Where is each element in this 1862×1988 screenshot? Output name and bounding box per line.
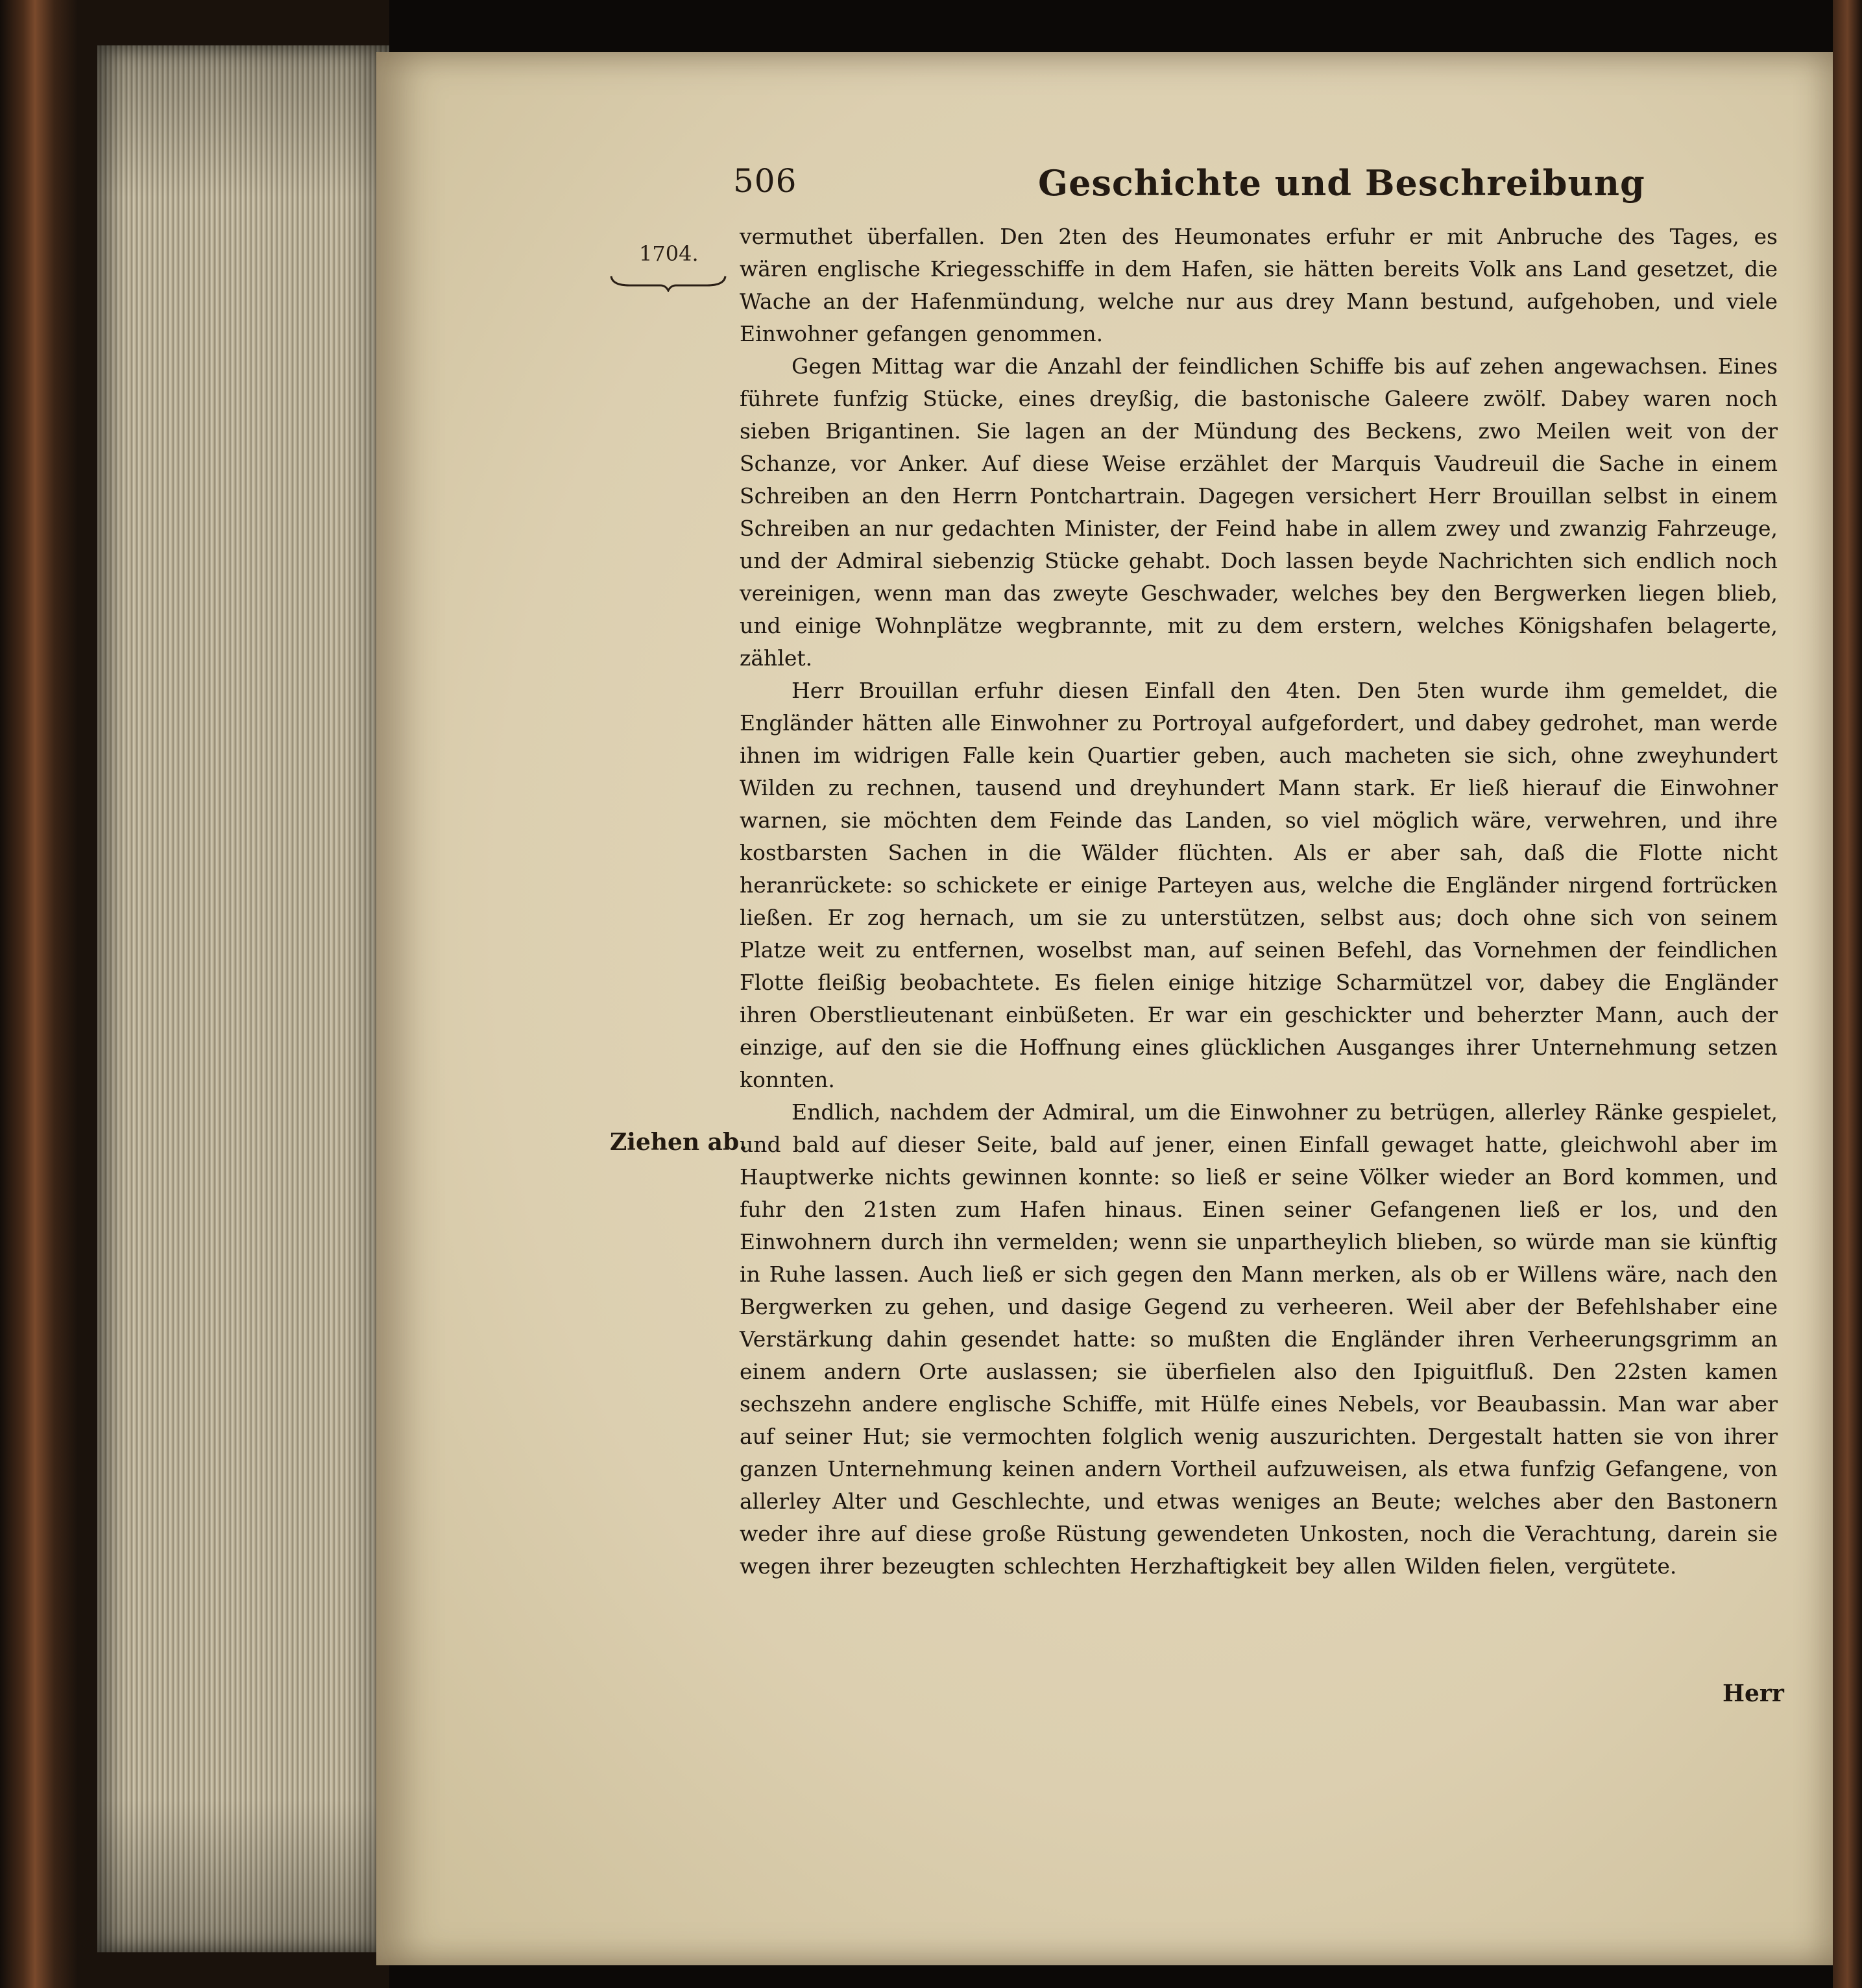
margin-year: 1704. bbox=[639, 241, 699, 266]
page-header bbox=[733, 162, 1745, 214]
body-text bbox=[740, 221, 1778, 1583]
page-edges bbox=[97, 45, 389, 1952]
running-title: Geschichte und Beschreibung bbox=[1038, 162, 1645, 204]
page-number: 506 bbox=[733, 162, 797, 200]
margin-note: Ziehen ab. bbox=[610, 1129, 747, 1156]
paragraph-2: Gegen Mittag war die Anzahl der feindlichen Schiffe bis auf zehen angewachsen. Eines führete funfzig Stücke, eines dreyßig, die bastonische Galeere zwölf. Dabey waren noch sieben Brigantinen. Sie lagen an der Mündung des Beckens, zwo Meilen weit von der Schanze, vor Anker. Auf diese Weise erzählet der Marquis Vaudreuil die Sache in einem Schreiben an den Herrn Pontchartrain. Dagegen versichert Herr Brouillan selbst in einem Schreiben an nur gedachten Minister, der Feind habe in allem zwey und zwanzig Fahrzeuge, und der Admiral siebenzig Stücke gehabt. Doch lassen beyde Nachrichten sich endlich noch vereinigen, wenn man das zweyte Geschwader, welches bey den Bergwerken liegen blieb, und einige Wohnplätze wegbrannte, mit zu dem erstern, welches Königshafen belagerte, zählet. bbox=[740, 353, 1778, 671]
catchword: Herr bbox=[1723, 1680, 1784, 1707]
margin-bracket-ornament bbox=[610, 272, 727, 292]
paragraph-4: Endlich, nachdem der Admiral, um die Einwohner zu betrügen, allerley Ränke gespielet, und bald auf dieser Seite, bald auf jener, einen Einfall gewaget hatte, gleichwohl aber im Hauptwerke nichts gewinnen konnte: so ließ er seine Völker wieder an Bord kommen, und fuhr den 21sten zum Hafen hinaus. Einen seiner Gefangenen ließ er los, und den Einwohnern durch ihn vermelden; wenn sie unpartheylich blieben, so würde man sie künftig in Ruhe lassen. Auch ließ er sich gegen den Mann merken, als ob er Willens wäre, nach den Bergwerken zu gehen, und dasige Gegend zu verheeren. Weil aber der Befehlshaber eine Verstärkung dahin gesendet hatte: so mußten die Engländer ihren Verheerungsgrimm an einem andern Orte auslassen; sie überfielen also den Ipiguitfluß. Den 22sten kamen sechszehn andere englische Schiffe, mit Hülfe eines Nebels, vor Beaubassin. Man war aber auf seiner Hut; sie vermochten folglich wenig auszurichten. Dergestalt hatten sie von ihrer ganzen Unternehmung keinen andern Vortheil aufzuweisen, als etwa funfzig Gefangene, von allerley Alter und Geschlechte, und etwas weniges an Beute; welches aber den Bastonern weder ihre auf diese große Rüstung gewendeten Unkosten, noch die Verachtung, darein sie wegen ihrer bezeugten schlechten Herzhaftigkeit bey allen Wilden fielen, vergütete. bbox=[740, 1099, 1778, 1579]
book-cover-right bbox=[1833, 0, 1862, 1988]
paragraph-3: Herr Brouillan erfuhr diesen Einfall den 4ten. Den 5ten wurde ihm gemeldet, die Engländer hätten alle Einwohner zu Portroyal aufgefordert, und dabey gedrohet, man werde ihnen im widrigen Falle kein Quartier geben, auch macheten sie sich, ohne zweyhundert Wilden zu rechnen, tausend und dreyhundert Mann stark. Er ließ hierauf die Einwohner warnen, sie möchten dem Feinde das Landen, so viel möglich wäre, verwehren, und ihre kostbarsten Sachen in die Wälder flüchten. Als er aber sah, daß die Flotte nicht heranrückete: so schickete er einige Parteyen aus, welche die Engländer nirgend fortrücken ließen. Er zog hernach, um sie zu unterstützen, selbst aus; doch ohne sich von seinem Platze weit zu entfernen, woselbst man, auf seinen Befehl, das Vornehmen der feindlichen Flotte fleißig beobachtete. Es fielen einige hitzige Scharmützel vor, dabey die Engländer ihren Oberstlieutenant einbüßeten. Er war ein geschickter und beherzter Mann, auch der einzige, auf den sie die Hoffnung eines glücklichen Ausganges ihrer Unternehmung setzen konnten. bbox=[740, 678, 1778, 1092]
paragraph-1: vermuthet überfallen. Den 2ten des Heumonates erfuhr er mit Anbruche des Tages, es wären englische Kriegesschiffe in dem Hafen, sie hätten bereits Volk ans Land gesetzet, die Wache an der Hafenmündung, welche nur aus drey Mann bestund, aufgehoben, und viele Einwohner gefangen genommen. bbox=[740, 224, 1778, 346]
